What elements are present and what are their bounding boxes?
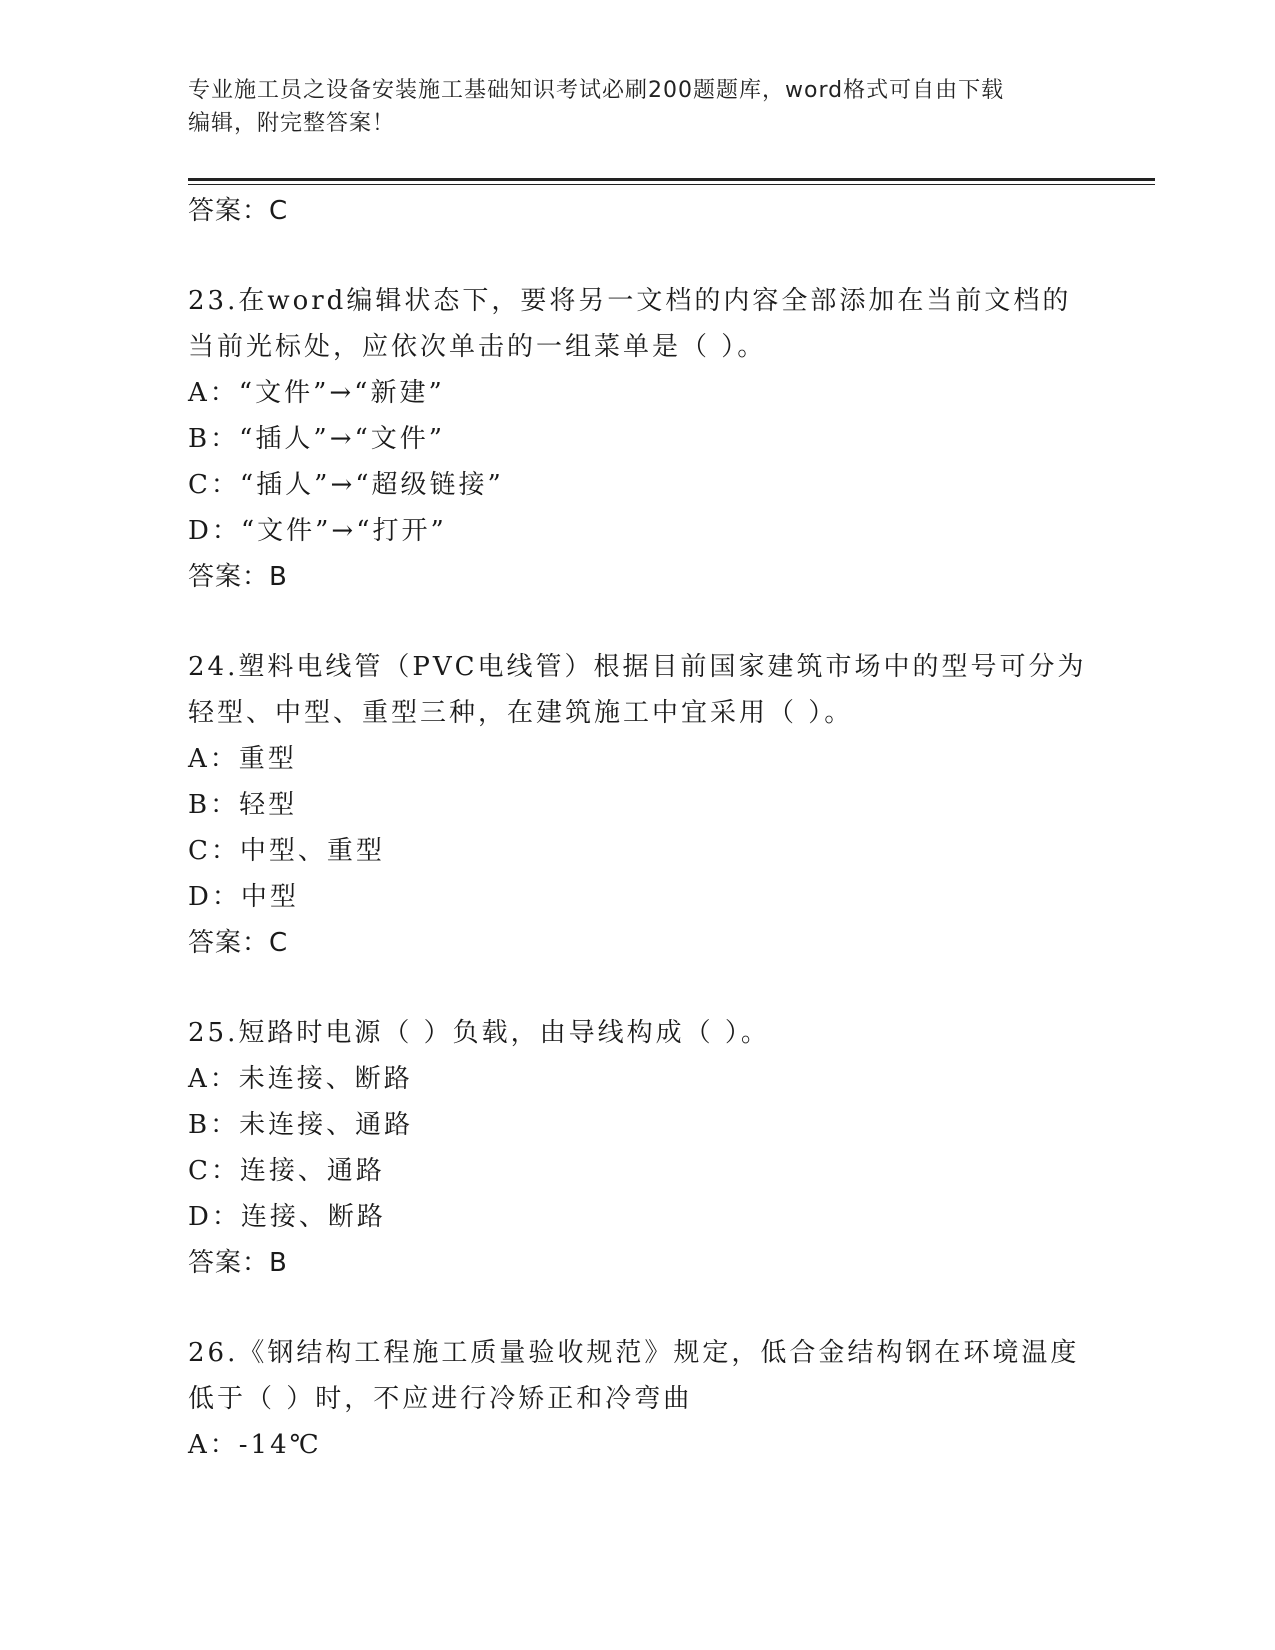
option-b: B：未连接、通路 [188,1110,414,1140]
question-title-line: 当前光标处，应依次单击的一组菜单是（ ）。 [188,332,767,362]
question-26 [188,1330,1088,1468]
option-a: A：-14℃ [188,1430,322,1460]
question-title-line: 26.《钢结构工程施工质量验收规范》规定，低合金结构钢在环境温度 [188,1338,1080,1368]
question-title-line: 低于（ ）时，不应进行冷矫正和冷弯曲 [188,1384,693,1414]
option-b: B：轻型 [188,790,298,820]
header-line-2: 编辑，附完整答案！ [188,111,396,136]
question-title-line: 23.在word编辑状态下，要将另一文档的内容全部添加在当前文档的 [188,286,1072,316]
answer: 答案：C [188,928,289,958]
option-d: D：连接、断路 [188,1202,386,1232]
question-title-line: 24.塑料电线管（PVC电线管）根据目前国家建筑市场中的型号可分为 [188,652,1087,682]
header-divider-thick [188,178,1155,181]
question-24 [188,644,1088,966]
answer: 答案：B [188,1248,288,1278]
option-c: C：“插人”→“超级链接” [188,470,504,500]
question-title-line: 25.短路时电源（ ）负载，由导线构成（ ）。 [188,1018,770,1048]
option-c: C：连接、通路 [188,1156,385,1186]
option-a: A：重型 [188,744,297,774]
option-d: D：“文件”→“打开” [188,516,447,546]
question-23 [188,278,1088,600]
option-a: A：“文件”→“新建” [188,378,445,408]
header-line-1: 专业施工员之设备安装施工基础知识考试必刷200题题库，word格式可自由下载 [188,78,1005,103]
previous-answer: 答案：C [188,196,289,226]
option-a: A：未连接、断路 [188,1064,413,1094]
answer: 答案：B [188,562,288,592]
option-c: C：中型、重型 [188,836,385,866]
question-title-line: 轻型、中型、重型三种，在建筑施工中宜采用（ ）。 [188,698,854,728]
question-list [188,188,1088,1468]
header-divider-thin [188,184,1155,185]
option-b: B：“插人”→“文件” [188,424,446,454]
page-header [188,74,1088,140]
question-25 [188,1010,1088,1286]
option-d: D：中型 [188,882,299,912]
